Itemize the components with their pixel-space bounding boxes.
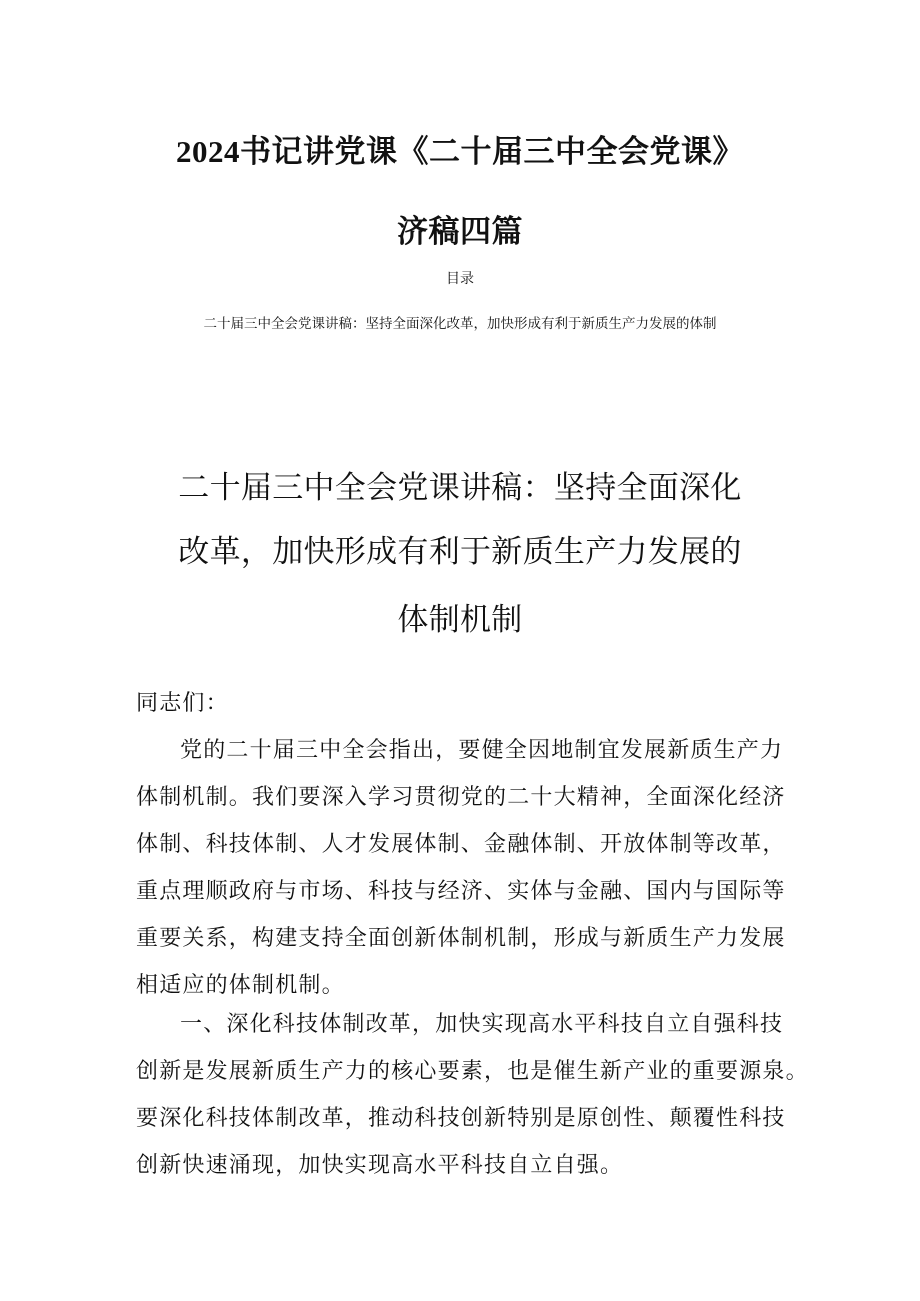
paragraph-line: 体制、科技体制、人才发展体制、金融体制、开放体制等改革，: [136, 832, 786, 857]
paragraph-line: 重要关系，构建支持全面创新体制机制，形成与新质生产力发展: [136, 926, 786, 951]
paragraph-line: 重点理顺政府与市场、科技与经济、实体与金融、国内与国际等: [136, 879, 786, 904]
paragraph-line: 创新是发展新质生产力的核心要素，也是催生新产业的重要源泉。: [136, 1059, 809, 1084]
salutation: [136, 680, 786, 727]
section-title-line-2: 改革，加快形成有利于新质生产力发展的: [178, 534, 742, 570]
paragraph-line: 体制机制。我们要深入学习贯彻党的二十大精神，全面深化经济: [136, 785, 786, 810]
salutation-text: 同志们：: [136, 691, 229, 716]
document-title-line-1: 2024书记讲党课《二十届三中全会党课》: [176, 134, 744, 169]
paragraph-line: 一、深化科技体制改革，加快实现高水平科技自立自强科技: [180, 1012, 784, 1037]
toc-heading: 目录: [446, 271, 474, 287]
paragraph-line: 党的二十届三中全会指出，要健全因地制宜发展新质生产力: [180, 738, 784, 763]
paragraph-1: [136, 727, 786, 1009]
paragraph-line: 要深化科技体制改革，推动科技创新特别是原创性、颠覆性科技: [136, 1106, 786, 1131]
paragraph-line: 创新快速涌现，加快实现高水平科技自立自强。: [136, 1153, 624, 1178]
paragraph-2: [136, 1001, 809, 1189]
paragraph-line: 相适应的体制机制。: [136, 973, 345, 998]
section-title-line-3: 体制机制: [397, 602, 523, 638]
document-title-line-2: 济稿四篇: [397, 214, 523, 249]
toc-item[interactable]: 二十届三中全会党课讲稿：坚持全面深化改革，加快形成有利于新质生产力发展的体制: [203, 316, 717, 332]
section-title-line-1: 二十届三中全会党课讲稿：坚持全面深化: [178, 470, 742, 506]
